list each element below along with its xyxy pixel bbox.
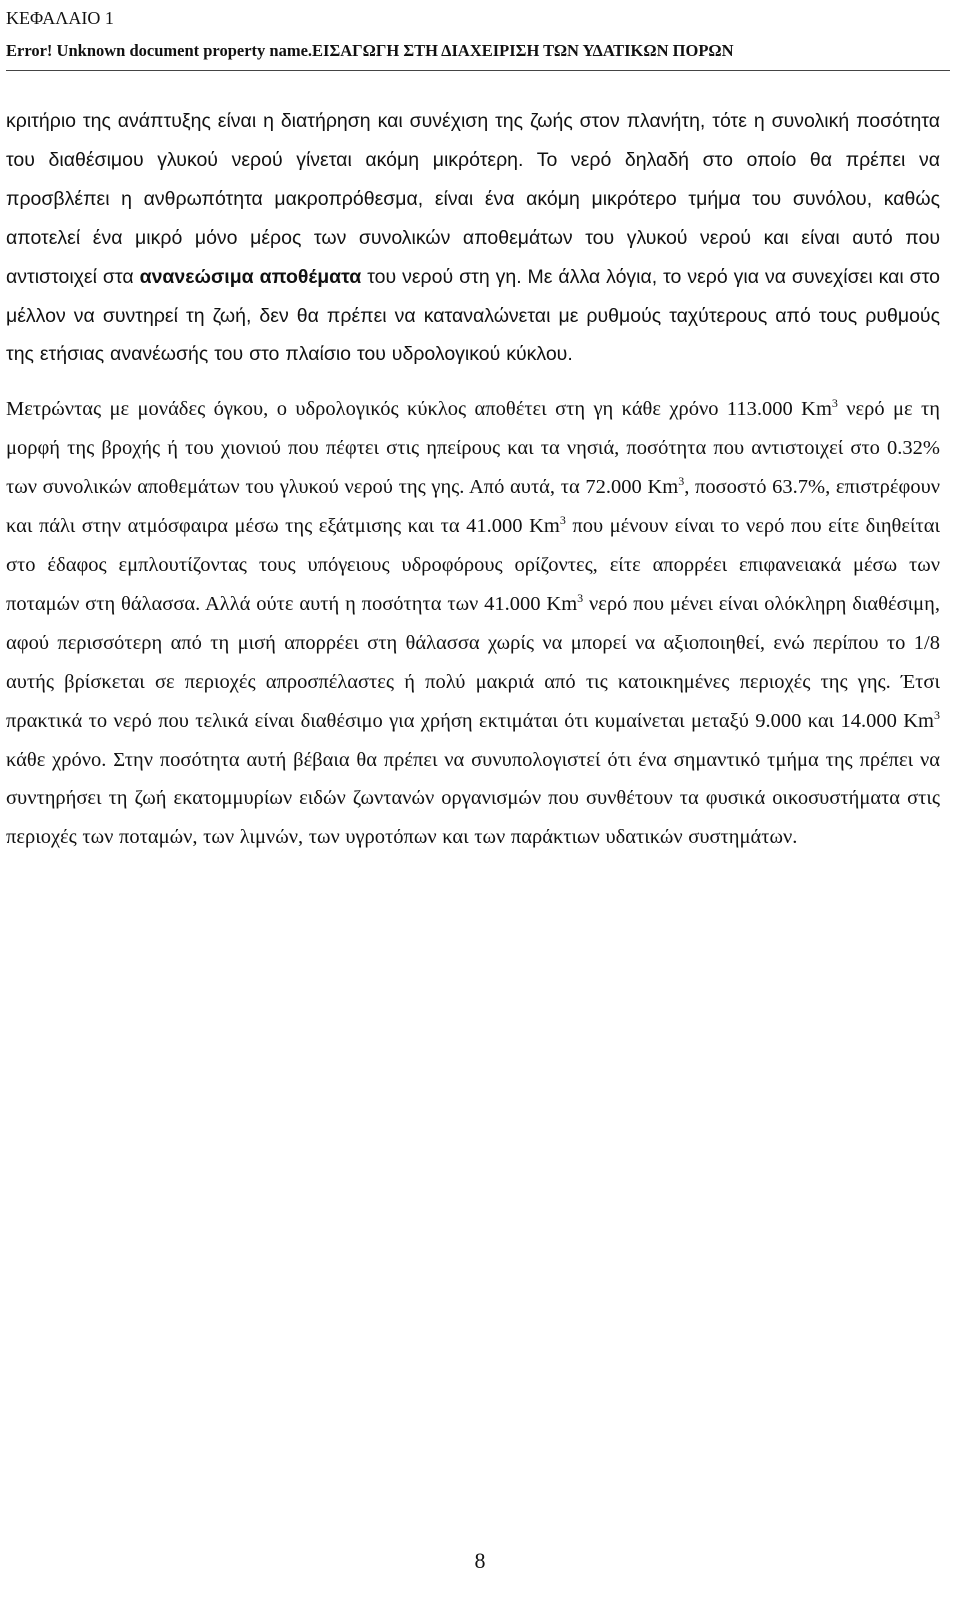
paragraph-text: Μετρώντας με μονάδες όγκου, ο υδρολογικός κύκλος αποθέτει στη γη κάθε χρόνο 113.000 Km	[6, 398, 832, 421]
superscript: 3	[577, 591, 584, 606]
running-title: Error! Unknown document property name.ΕΙΣΑΓΩΓΗ ΣΤΗ ΔΙΑΧΕΙΡΙΣΗ ΤΩΝ ΥΔΑΤΙΚΩΝ ΠΟΡΩΝ	[6, 41, 734, 60]
page-number: 8	[474, 1548, 486, 1573]
paragraph-text: κριτήριο της ανάπτυξης είναι η διατήρηση και συνέχιση της ζωής στον πλανήτη, τότε η συνολική ποσότητα του διαθέσιμου γλυκού νερού γίνεται ακόμη μικρότερη. Το νερό δηλαδή στο οποίο θα πρέπει να προσβλέπει η ανθρωπότητα μακροπρόθεσμα, είναι ένα ακόμη μικρότερο τμήμα του συνόλου, καθώς αποτελεί ένα μικρό μόνο μέρος των συνολικών αποθεμάτων του γλυκού νερού και είναι αυτό που αντιστοιχεί στα	[6, 110, 940, 288]
paragraph-text: νερό που μένει είναι ολόκληρη διαθέσιμη, αφού περισσότερη από τη μισή απορρέει στη θάλασσα χωρίς να μπορεί να αξιοποιηθεί, ενώ περίπου το 1/8 αυτής βρίσκεται σε περιοχές απροσπέλαστες ή πολύ μακριά από τις κατοικημένες περιοχές της γης. Έτσι πρακτικά το νερό που τελικά είναι διαθέσιμο για χρήση εκτιμάται ότι κυμαίνεται μεταξύ 9.000 και 14.000 Km	[6, 592, 940, 732]
bold-term: ανανεώσιμα αποθέματα	[139, 265, 362, 288]
paragraph-hydrological-cycle	[6, 390, 940, 857]
paragraph-renewable-resources	[6, 102, 940, 374]
chapter-label: ΚΕΦΑΛΑΙΟ 1	[6, 8, 114, 28]
document-header	[6, 4, 946, 62]
paragraph-text: που μένουν είναι το νερό που είτε διηθείται στο έδαφος εμπλουτίζοντας τους υπόγειους υδροφόρους ορίζοντες, είτε απορρέει επιφανειακά μέσω των ποταμών στη θάλασσα. Αλλά ούτε αυτή η ποσότητα των 41.000 Km	[6, 515, 940, 615]
paragraph-text: , ποσοστό 63.7%, επιστρέφουν και πάλι στην ατμόσφαιρα μέσω της εξάτμισης και τα 41.000 Km	[6, 476, 940, 538]
paragraph-text: κάθε χρόνο. Στην ποσότητα αυτή βέβαια θα πρέπει να συνυπολογιστεί ότι ένα σημαντικό τμήμα της πρέπει να συντηρήσει τη ζωή εκατομμυρίων ειδών ζωντανών οργανισμών που συνθέτουν τα φυσικά οικοσυστήματα στις περιοχές των ποταμών, των λιμνών, των υγροτόπων και των παράκτιων υδατικών συστημάτων.	[6, 748, 940, 849]
paragraph-text: του νερού στη γη. Με άλλα λόγια, το νερό για να συνεχίσει και στο μέλλον να συντηρεί τη ζωή, δεν θα πρέπει να καταναλώνεται με ρυθμούς ταχύτερους από τους ρυθμούς της ετήσιας ανανέωσής του στο πλαίσιο του υδρολογικού κύκλου.	[6, 265, 940, 366]
superscript: 3	[559, 513, 566, 528]
superscript: 3	[678, 474, 685, 489]
superscript: 3	[934, 707, 940, 722]
superscript: 3	[831, 396, 838, 411]
document-body	[6, 102, 940, 857]
paragraph-text: νερό με τη μορφή της βροχής ή του χιονιού που πέφτει στις ηπείρους και τα νησιά, ποσότητα που αντιστοιχεί στο 0.32% των συνολικών αποθεμάτων του γλυκού νερού της γης. Από αυτά, τα 72.000 Km	[6, 398, 940, 499]
header-divider	[6, 70, 950, 71]
